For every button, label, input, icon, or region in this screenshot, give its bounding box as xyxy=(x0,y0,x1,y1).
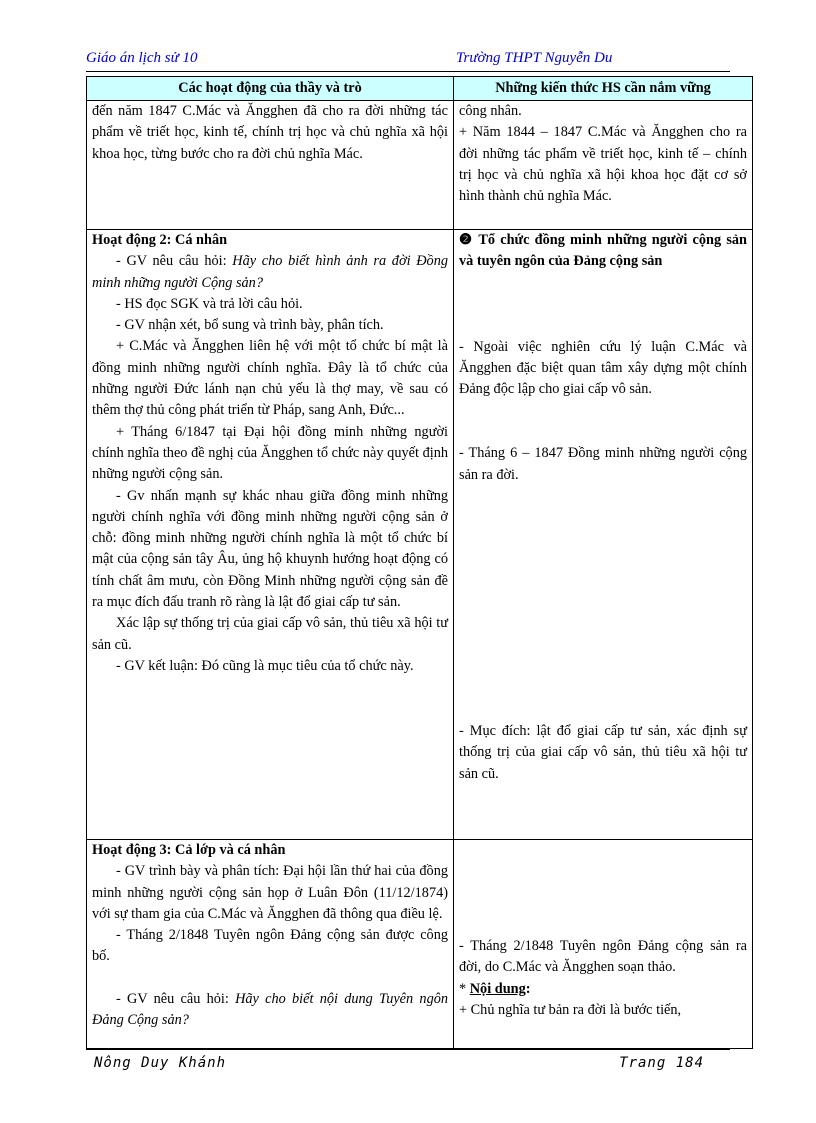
activity2-title: Hoạt động 2: Cá nhân xyxy=(92,232,228,248)
content-label: * Nội dung: xyxy=(459,980,531,997)
row3-line: - GV trình bày và phân tích: Đại hội lần thứ hai của đồng minh những người cộng sản họp ở Luân Đôn (11/12/1874) với sự tham gia của C.Mác và Ăngghen đã thông qua điều lệ. xyxy=(92,863,448,922)
row2-left xyxy=(87,230,454,840)
header-subject: Giáo án lịch sử 10 xyxy=(86,50,198,66)
row3-question-text: Hãy cho biết nội dung Tuyên ngôn Đảng Cộng sản? xyxy=(92,990,449,1029)
row2-line: - GV nhận xét, bổ sung và trình bày, phân tích. xyxy=(116,317,384,334)
row1-right xyxy=(454,101,753,230)
row2-right-line: - Mục đích: lật đổ giai cấp tư sản, xác định sự thống trị của giai cấp vô sản, thủ tiêu xã hội tư sản cũ. xyxy=(459,723,747,782)
row1-left xyxy=(87,101,454,230)
row2-line: + Tháng 6/1847 tại Đại hội đồng minh những người chính nghĩa theo đề nghị của Ăngghen tổ chức này quyết định những người cộng sản. xyxy=(92,423,448,483)
row2-line: Xác lập sự thống trị của giai cấp vô sản, thủ tiêu xã hội tư sản cũ. xyxy=(92,615,448,653)
row2-line: - GV kết luận: Đó cũng là mục tiêu của tổ chức này. xyxy=(116,657,414,674)
page-header xyxy=(86,50,730,70)
row2-question: - GV nêu câu hỏi: Hãy cho biết hình ảnh ra đời Đồng minh những người Cộng sản? xyxy=(92,253,449,291)
row2-line: - Gv nhấn mạnh sự khác nhau giữa đồng minh những người chính nghĩa với đồng minh những người cộng sản ở chỗ: đồng minh những người chính nghĩa là một tổ chức bí mật của cộng sản tây Âu, ủng hộ khuynh hướng hoạt động có tính chất âm mưu, còn Đồng Minh những người cộng sản đề ra mục đích đấu tranh rõ ràng là lật đổ giai cấp tư sản. xyxy=(92,487,448,611)
footer-page-number: Trang 184 xyxy=(619,1055,704,1071)
row2-question-text: Hãy cho biết hình ảnh ra đời Đồng minh những người Cộng sản? xyxy=(92,253,449,291)
row2-line: - HS đọc SGK và trả lời câu hỏi. xyxy=(116,295,303,312)
col1-header: Các hoạt động của thầy và trò xyxy=(87,77,454,101)
row2-right xyxy=(454,230,753,840)
table-header-row xyxy=(87,77,753,101)
footer-rule xyxy=(86,1049,730,1050)
row3-line: - Tháng 2/1848 Tuyên ngôn Đảng cộng sản được công bố. xyxy=(92,927,448,965)
row1-left-text: đến năm 1847 C.Mác và Ăngghen đã cho ra đời những tác phẩm về triết học, kinh tế, chính trị học và chủ nghĩa xã hội khoa học, từng bước cho ra đời chủ nghĩa Mác. xyxy=(92,103,448,162)
row2-right-line: - Tháng 6 – 1847 Đồng minh những người cộng sản ra đời. xyxy=(459,445,747,483)
row1-right-line2: + Năm 1844 – 1847 C.Mác và Ăngghen cho ra đời những tác phẩm về triết học, kinh tế – chính trị học và chủ nghĩa xã hội khoa học đặt cơ sở hình thành chủ nghĩa Mác. xyxy=(459,124,747,205)
header-school: Trường THPT Nguyễn Du xyxy=(456,50,613,66)
table-row xyxy=(87,101,753,230)
header-rule xyxy=(86,71,730,72)
lesson-table xyxy=(86,76,753,1049)
row3-right xyxy=(454,840,753,1049)
activity3-title: Hoạt động 3: Cả lớp và cá nhân xyxy=(92,842,286,858)
row1-right-line1: công nhân. xyxy=(459,103,522,119)
row3-right-line: + Chủ nghĩa tư bản ra đời là bước tiến, xyxy=(459,1001,682,1018)
page-footer xyxy=(86,1055,716,1075)
row3-left xyxy=(87,840,454,1049)
row3-right-line: - Tháng 2/1848 Tuyên ngôn Đảng cộng sản ra đời, do C.Mác và Ăngghen soạn thảo. xyxy=(459,938,747,976)
table-row xyxy=(87,230,753,840)
footer-author: Nông Duy Khánh xyxy=(94,1055,227,1071)
col2-header: Những kiến thức HS cần nắm vững xyxy=(454,77,753,101)
row2-right-line: - Ngoài việc nghiên cứu lý luận C.Mác và Ăngghen đặc biệt quan tâm xây dựng một chính Đảng độc lập cho giai cấp vô sản. xyxy=(459,338,747,398)
row2-line: + C.Mác và Ăngghen liên hệ với một tổ chức bí mật là đồng minh những người chính nghĩa. Đây là tổ chức của những người Đức lánh nạn chủ yếu là thợ may, về sau có thêm thợ thủ công phát triển từ Pháp, sang Anh, Đức... xyxy=(92,338,448,419)
row3-question: - GV nêu câu hỏi: Hãy cho biết nội dung Tuyên ngôn Đảng Cộng sản? xyxy=(92,990,449,1029)
section2-title: ❷ Tổ chức đồng minh những người cộng sản và tuyên ngôn của Đảng cộng sản xyxy=(459,232,747,270)
table-row xyxy=(87,840,753,1049)
